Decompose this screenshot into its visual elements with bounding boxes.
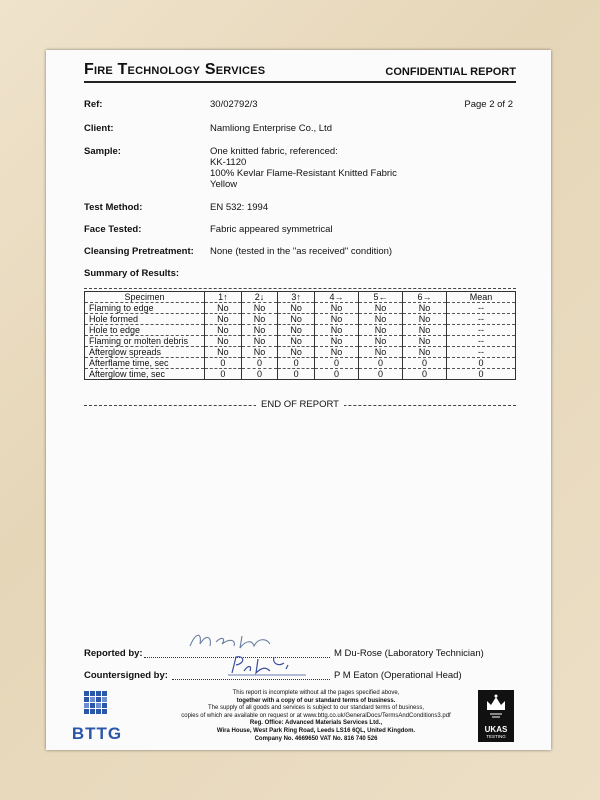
test-method-value: EN 532: 1994 xyxy=(210,202,269,213)
column-header: 4→ xyxy=(315,292,359,303)
table-cell: No xyxy=(359,325,403,336)
table-cell: No xyxy=(278,347,315,358)
row-label: Hole to edge xyxy=(85,325,205,336)
column-header: 1↑ xyxy=(205,292,242,303)
table-cell: No xyxy=(315,314,359,325)
report-header xyxy=(84,59,516,83)
table-cell: No xyxy=(205,303,242,314)
ukas-subtitle: TESTING xyxy=(486,734,506,739)
footer-line: Reg. Office: Advanced Materials Services Ltd., xyxy=(249,720,383,727)
table-cell: No xyxy=(241,303,278,314)
table-cell: No xyxy=(205,347,242,358)
table-cell: No xyxy=(315,347,359,358)
table-header-row xyxy=(85,292,516,303)
table-cell: 0 xyxy=(315,358,359,369)
cleansing-value: None (tested in the "as received" condition) xyxy=(210,246,393,257)
table-cell: -- xyxy=(447,303,516,314)
table-cell: No xyxy=(205,325,242,336)
ukas-wordmark: UKAS xyxy=(484,725,508,734)
row-label: Afterglow time, sec xyxy=(85,369,205,380)
table-cell: No xyxy=(315,325,359,336)
page-number: Page 2 of 2 xyxy=(464,99,513,110)
table-cell: No xyxy=(205,314,242,325)
face-tested-value: Fabric appeared symmetrical xyxy=(210,224,333,235)
column-header: 3↑ xyxy=(278,292,315,303)
row-label: Flaming to edge xyxy=(85,303,205,314)
face-tested-label: Face Tested: xyxy=(84,224,142,235)
table-cell: No xyxy=(278,314,315,325)
footer-line: together with a copy of our standard terms of business. xyxy=(236,697,396,704)
column-header: Mean xyxy=(447,292,516,303)
table-cell: 0 xyxy=(205,358,242,369)
sample-line: 100% Kevlar Flame-Resistant Knitted Fabric xyxy=(210,168,397,179)
table-cell: No xyxy=(359,347,403,358)
table-cell: No xyxy=(241,347,278,358)
table-cell: 0 xyxy=(359,358,403,369)
table-cell: No xyxy=(403,303,447,314)
report-page xyxy=(46,50,551,750)
crown-icon xyxy=(478,690,514,720)
table-cell: No xyxy=(205,336,242,347)
footer-line: The supply of all goods and services is subject to our standard terms of business, xyxy=(207,705,425,712)
bttg-wordmark: BTTG xyxy=(71,724,123,743)
table-cell: 0 xyxy=(278,369,315,380)
table-cell: No xyxy=(403,336,447,347)
ref-value: 30/02792/3 xyxy=(210,99,258,110)
table-row xyxy=(85,303,516,314)
sample-line: KK-1120 xyxy=(210,157,247,168)
table-cell: -- xyxy=(447,314,516,325)
company-name: Fire Technology Services xyxy=(84,61,266,78)
table-cell: No xyxy=(359,314,403,325)
sample-line: One knitted fabric, referenced: xyxy=(210,146,338,157)
footer-line: Wira House, West Park Ring Road, Leeds LS16 6QL, United Kingdom. xyxy=(216,727,416,734)
end-of-report xyxy=(84,399,516,411)
table-cell: No xyxy=(241,314,278,325)
table-cell: No xyxy=(359,303,403,314)
results-table xyxy=(84,291,516,380)
footer-line: copies of which are available on request or at www.bttg.co.uk/GeneralDocs/TermsAndConditions3.pdf xyxy=(181,712,451,719)
table-cell: 0 xyxy=(241,358,278,369)
table-cell: 0 xyxy=(403,369,447,380)
column-header: 5← xyxy=(359,292,403,303)
table-cell: 0 xyxy=(205,369,242,380)
row-label: Afterflame time, sec xyxy=(85,358,205,369)
column-header: 2↓ xyxy=(241,292,278,303)
table-cell: No xyxy=(315,336,359,347)
table-cell: No xyxy=(241,325,278,336)
bttg-logo xyxy=(66,690,128,742)
table-cell: 0 xyxy=(447,369,516,380)
table-row xyxy=(85,369,516,380)
table-row xyxy=(85,325,516,336)
sample-line: Yellow xyxy=(210,179,238,190)
table-cell: -- xyxy=(447,325,516,336)
table-cell: 0 xyxy=(447,358,516,369)
table-cell: -- xyxy=(447,336,516,347)
table-row xyxy=(85,347,516,358)
row-label: Hole formed xyxy=(85,314,205,325)
summary-label: Summary of Results: xyxy=(84,268,180,279)
client-label: Client: xyxy=(84,123,114,134)
test-method-label: Test Method: xyxy=(84,202,143,213)
countersigned-name: P M Eaton (Operational Head) xyxy=(334,670,462,681)
countersigned-line xyxy=(172,679,330,680)
table-cell: No xyxy=(278,303,315,314)
client-value: Namliong Enterprise Co., Ltd xyxy=(210,123,332,134)
cleansing-label: Cleansing Pretreatment: xyxy=(84,246,194,257)
table-cell: No xyxy=(403,314,447,325)
reported-by-name: M Du-Rose (Laboratory Technician) xyxy=(334,648,484,659)
table-cell: No xyxy=(403,347,447,358)
table-cell: No xyxy=(278,336,315,347)
column-header: 6→ xyxy=(403,292,447,303)
table-cell: No xyxy=(403,325,447,336)
row-label: Flaming or molten debris xyxy=(85,336,205,347)
table-cell: No xyxy=(241,336,278,347)
column-header: Specimen xyxy=(85,292,205,303)
table-cell: No xyxy=(315,303,359,314)
table-cell: 0 xyxy=(403,358,447,369)
ref-label: Ref: xyxy=(84,99,103,110)
countersigned-label: Countersigned by: xyxy=(84,670,168,681)
table-row xyxy=(85,358,516,369)
table-cell: 0 xyxy=(278,358,315,369)
table-cell: 0 xyxy=(315,369,359,380)
sample-value xyxy=(210,146,397,190)
row-label: Afterglow spreads xyxy=(85,347,205,358)
confidential-label: CONFIDENTIAL REPORT xyxy=(385,66,516,78)
table-top-rule xyxy=(84,288,516,289)
table-cell: No xyxy=(278,325,315,336)
table-cell: No xyxy=(359,336,403,347)
table-cell: -- xyxy=(447,347,516,358)
end-of-report-label: END OF REPORT xyxy=(256,399,344,410)
footer-text xyxy=(176,690,456,743)
table-row xyxy=(85,336,516,347)
sample-label: Sample: xyxy=(84,146,121,157)
table-row xyxy=(85,314,516,325)
table-cell: 0 xyxy=(359,369,403,380)
bttg-grid-icon xyxy=(66,690,128,720)
reported-by-label: Reported by: xyxy=(84,648,143,659)
footer-line: This report is incomplete without all the pages specified above, xyxy=(232,690,400,696)
countersigned-row xyxy=(84,670,516,681)
table-cell: 0 xyxy=(241,369,278,380)
ukas-logo xyxy=(478,690,514,742)
footer-line: Company No. 4669650 VAT No. 816 740 526 xyxy=(254,735,378,742)
